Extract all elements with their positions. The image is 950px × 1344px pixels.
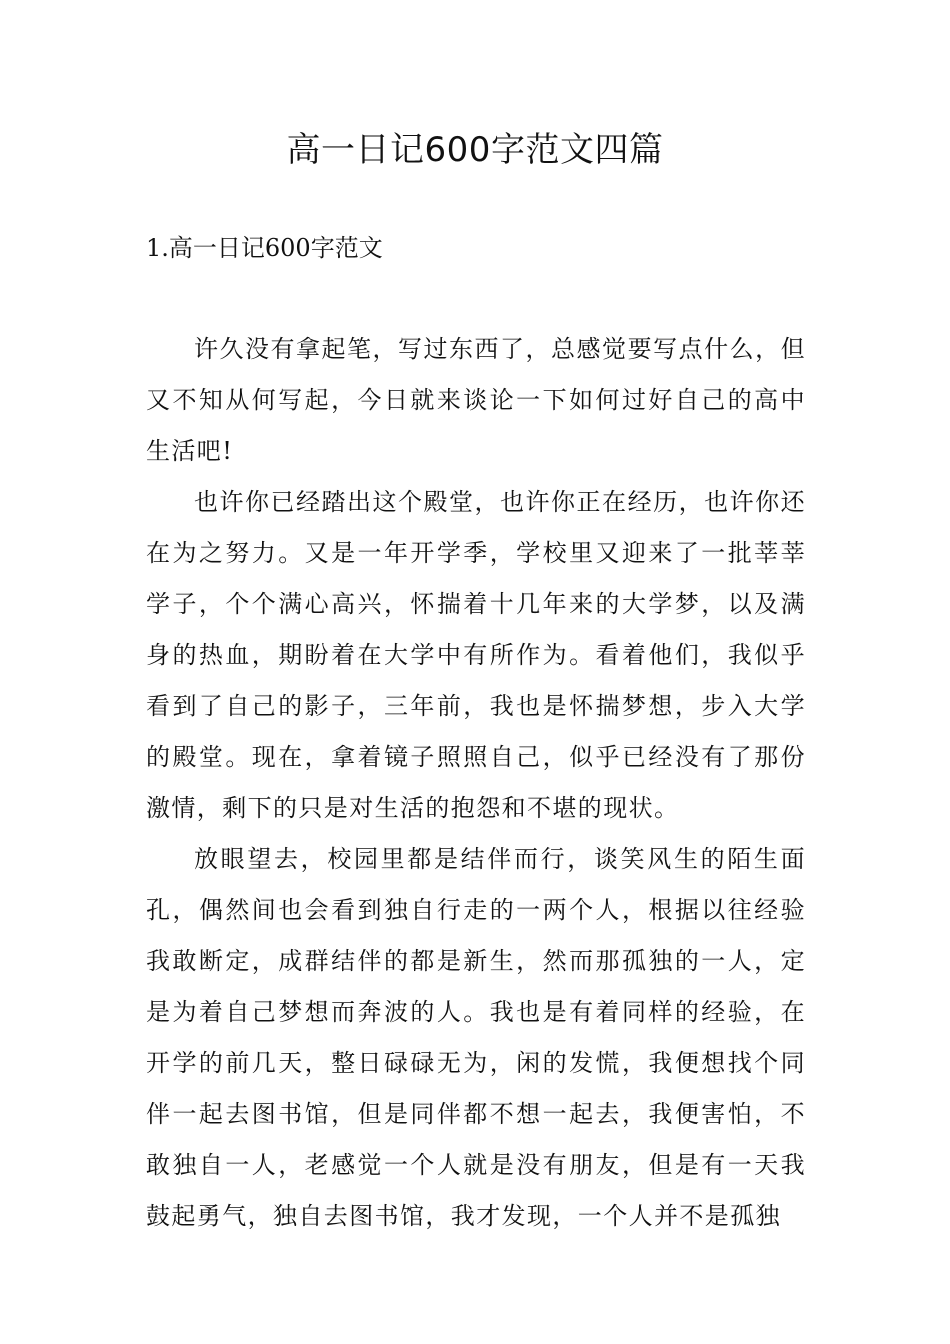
paragraph: 也许你已经踏出这个殿堂，也许你正在经历，也许你还在为之努力。又是一年开学季，学校里又迎来了一批莘莘学子，个个满心高兴，怀揣着十几年来的大学梦，以及满身的热血，期盼着在大学中有所作为。看着他们，我似乎看到了自己的影子，三年前，我也是怀揣梦想，步入大学的殿堂。现在，拿着镜子照照自己，似乎已经没有了那份激情，剩下的只是对生活的抱怨和不堪的现状。 (146, 488, 806, 822)
document-body (146, 324, 806, 1242)
document-title: 高一日记600字范文四篇 (286, 130, 664, 170)
paragraph: 放眼望去，校园里都是结伴而行，谈笑风生的陌生面孔，偶然间也会看到独自行走的一两个人，根据以往经验我敢断定，成群结伴的都是新生，然而那孤独的一人，定是为着自己梦想而奔波的人。我也是有着同样的经验，在开学的前几天，整日碌碌无为，闲的发慌，我便想找个同伴一起去图书馆，但是同伴都不想一起去，我便害怕，不敢独自一人，老感觉一个人就是没有朋友，但是有一天我鼓起勇气，独自去图书馆，我才发现，一个人并不是孤独 (146, 845, 806, 1230)
paragraph: 许久没有拿起笔，写过东西了，总感觉要写点什么，但又不知从何写起，今日就来谈论一下如何过好自己的高中生活吧! (146, 335, 806, 465)
section-heading: 1.高一日记600字范文 (146, 234, 383, 262)
